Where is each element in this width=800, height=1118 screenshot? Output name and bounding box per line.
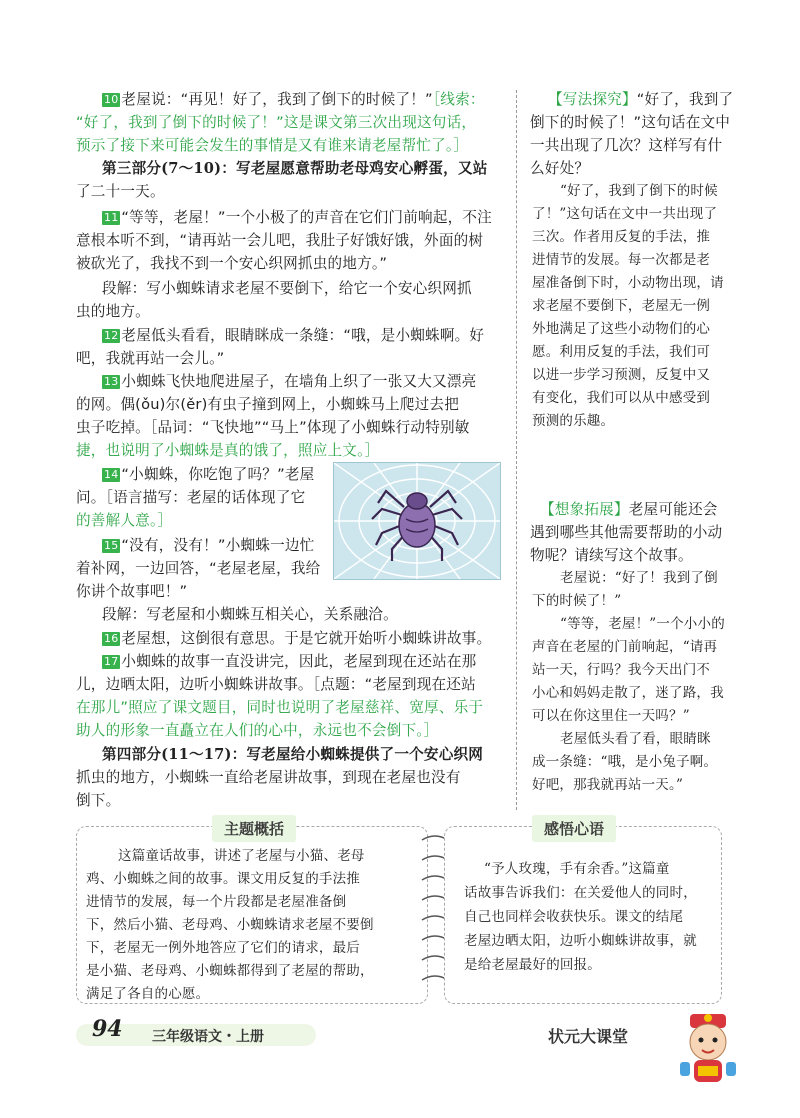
sidebar-answer: 声音在老屋的门前响起，“请再	[532, 639, 718, 655]
paragraph-number: 11	[104, 211, 119, 224]
annotation-line: 预示了接下来可能会发生的事情是又有谁来请老屋帮忙了。］	[76, 137, 469, 154]
sidebar-answer: 老屋低头看了看，眼睛眯	[560, 731, 711, 747]
paragraph-number: 10	[104, 93, 119, 106]
paragraph-number: 17	[104, 655, 119, 668]
sidebar-answer: 以进一步学习预测，反复中又	[532, 367, 711, 383]
sidebar-answer: 求老屋不要倒下，老屋无一例	[532, 298, 711, 314]
page-number: 94	[92, 1016, 123, 1042]
annotation-line: “好了，我到了倒下的时候了！”这是课文第三次出现这句话，	[76, 114, 477, 131]
paragraph-analysis: 虫的地方。	[76, 303, 150, 320]
text-line: 的网。偶(ǒu)尔(ěr)有虫子撞到网上，小蜘蛛马上爬过去把	[76, 396, 459, 413]
sidebar-answer: 了！”这句话在文中一共出现了	[532, 206, 718, 222]
paragraph-analysis: 段解：写小蜘蛛请求老屋不要倒下，给它一个安心织网抓	[102, 280, 472, 297]
sidebar-answer: 成一条缝：“哦，是小兔子啊。	[532, 754, 718, 770]
card-text: 这篇童话故事，讲述了老屋与小猫、老母	[118, 848, 365, 864]
sidebar-answer: “等等，老屋！”一个小小的	[560, 616, 725, 632]
card-text: 老屋边晒太阳，边听小蜘蛛讲故事，就	[464, 933, 697, 949]
paragraph-number: 16	[104, 632, 119, 645]
card-text: 是给老屋最好的回报。	[464, 957, 601, 973]
sidebar-question: 物呢？请续写这个故事。	[530, 547, 693, 564]
section-summary: 第四部分(11～17)：写老屋给小蜘蛛提供了一个安心织网	[102, 746, 484, 763]
sidebar-question: 么好处？	[530, 160, 590, 177]
text-line: 15 “没有，没有！”小蜘蛛一边忙	[104, 537, 315, 554]
card-text: 满足了各自的心愿。	[86, 986, 210, 1002]
card-text: 自己也同样会收获快乐。课文的结尾	[464, 909, 684, 925]
text-line: 虫子吃掉。［品词：“飞快地”“马上”体现了小蜘蛛行动特别敏	[76, 419, 470, 436]
text-line: 问。［语言描写：老屋的话体现了它	[76, 489, 306, 506]
text-line: 11 “等等，老屋！”一个小极了的声音在它们门前响起，不注	[104, 209, 492, 226]
card-text: 进情节的发展，每一个片段都是老屋准备倒	[86, 894, 347, 910]
text-line: 10 老屋说：“再见！好了，我到了倒下的时候了！”［线索：	[104, 91, 485, 108]
sidebar-answer: 好吧，那我就再站一天。”	[532, 777, 684, 793]
annotation-line: 捷，也说明了小蜘蛛是真的饿了，照应上文。］	[76, 442, 380, 459]
imagination-label: 【想象拓展】	[540, 501, 629, 518]
spider-icon	[334, 463, 500, 579]
sidebar-question: 【写法探究】“好了，我到了	[548, 88, 733, 111]
text-line: 儿，边晒太阳，边听小蜘蛛讲故事。［点题：“老屋到现在还站	[76, 676, 476, 693]
text-line: 16 老屋想，这倒很有意思。于是它就开始听小蜘蛛讲故事。	[104, 630, 492, 647]
card-text: “予人玫瑰，手有余香。”这篇童	[484, 861, 670, 877]
text-line: 13 小蜘蛛飞快地爬进屋子，在墙角上织了一张又大又漂亮	[104, 373, 477, 390]
card-text: 鸡、小蜘蛛之间的故事。课文用反复的手法推	[86, 871, 360, 887]
paragraph-analysis: 段解：写老屋和小蜘蛛互相关心，关系融洽。	[102, 606, 398, 623]
text-line: 17 小蜘蛛的故事一直没讲完，因此，老屋到现在还站在那	[104, 653, 477, 670]
theme-summary-title: 主题概括	[212, 815, 296, 842]
sidebar-answer: 进情节的发展。每一次都是老	[532, 252, 711, 268]
text-line: 着补网，一边回答，“老屋老屋，我给	[76, 560, 321, 577]
sidebar-question: 倒下的时候了！”这句话在文中	[530, 114, 731, 131]
paragraph-number: 15	[104, 539, 119, 552]
paragraph-number: 14	[104, 468, 119, 481]
sidebar-answer: 愿。利用反复的手法，我们可	[532, 344, 711, 360]
paragraph-number: 12	[104, 329, 119, 342]
section-summary: 倒下。	[76, 792, 121, 809]
text-line: 14 “小蜘蛛，你吃饱了吗？”老屋	[104, 466, 315, 483]
book-title: 三年级语文・上册	[152, 1029, 264, 1045]
sidebar-answer: 有变化，我们可以从中感受到	[532, 390, 711, 406]
spider-web-illustration	[333, 462, 501, 580]
section-summary: 第三部分(7～10)：写老屋愿意帮助老母鸡安心孵蛋，又站	[102, 160, 488, 177]
sidebar-question: 一共出现了几次？这样写有什	[530, 137, 723, 154]
sidebar-answer: 下的时候了！”	[532, 593, 622, 609]
text-line: 意根本听不到，“请再站一会儿吧，我肚子好饿好饿，外面的树	[76, 232, 484, 249]
annotation-line: 在那儿”照应了课文题目，同时也说明了老屋慈祥、宽厚、乐于	[76, 699, 484, 716]
sidebar-answer: 老屋说：“好了！我到了倒	[560, 570, 718, 586]
writing-study-label: 【写法探究】	[548, 91, 637, 108]
text-line: 你讲个故事吧！”	[76, 583, 188, 600]
mascot-icon	[676, 1010, 740, 1090]
card-text: 是小猫、老母鸡、小蜘蛛都得到了老屋的帮助，	[86, 963, 374, 979]
sidebar-answer: 屋准备倒下时，小动物出现，请	[532, 275, 724, 291]
card-text: 下，老屋无一例外地答应了它们的请求，最后	[86, 940, 360, 956]
sidebar-question: 【想象拓展】老屋可能还会	[540, 498, 718, 521]
sidebar-answer: 三次。作者用反复的手法，推	[532, 229, 711, 245]
paragraph-number: 13	[104, 375, 119, 388]
sidebar-answer: 预测的乐趣。	[532, 413, 615, 429]
sidebar-question: 遇到哪些其他需要帮助的小动	[530, 524, 723, 541]
reflection-title: 感悟心语	[532, 815, 616, 842]
card-text: 话故事告诉我们：在关爱他人的同时，	[464, 885, 697, 901]
sidebar-answer: 可以在你这里住一天吗？”	[532, 708, 690, 724]
text-line: 吧，我就再站一会儿。”	[76, 350, 225, 367]
annotation-line: 助人的形象一直矗立在人们的心中，永远也不会倒下。］	[76, 722, 439, 739]
annotation-line: 的善解人意。］	[76, 512, 173, 529]
sidebar-answer: 外地满足了这些小动物们的心	[532, 321, 711, 337]
column-divider	[516, 90, 517, 810]
text-line: 被砍光了，我找不到一个安心织网抓虫的地方。”	[76, 255, 388, 272]
card-text: 下，然后小猫、老母鸡、小蜘蛛请求老屋不要倒	[86, 917, 374, 933]
sidebar-answer: “好了，我到了倒下的时候	[560, 183, 718, 199]
section-summary: 了二十一天。	[76, 183, 165, 200]
brand-name: 状元大课堂	[548, 1027, 629, 1046]
text-line: 12 老屋低头看看，眼睛眯成一条缝：“哦，是小蜘蛛啊。好	[104, 327, 485, 344]
section-summary: 抓虫的地方，小蜘蛛一直给老屋讲故事，到现在老屋也没有	[76, 769, 461, 786]
sidebar-answer: 小心和妈妈走散了，迷了路，我	[532, 685, 724, 701]
sidebar-answer: 站一天，行吗？我今天出门不	[532, 662, 711, 678]
